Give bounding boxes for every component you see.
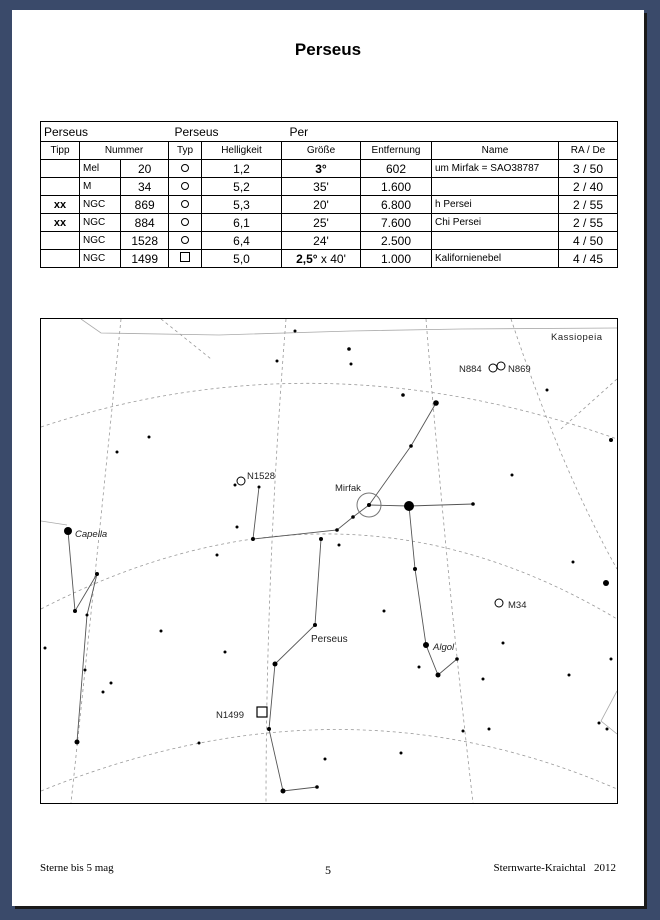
star: [610, 658, 613, 661]
size-main: 2,5°: [296, 251, 318, 266]
cell-catalog: M: [80, 178, 121, 196]
size-main: 25': [313, 215, 329, 230]
star: [546, 389, 549, 392]
col-rade: RA / De: [559, 142, 618, 160]
neighbor-constellation-label: Kassiopeia: [551, 332, 603, 343]
cell-magnitude: 6,1: [202, 214, 282, 232]
cell-number: 1499: [121, 250, 169, 268]
grid-line: [426, 319, 473, 803]
label-n1499: N1499: [216, 710, 244, 721]
cell-catalog: NGC: [80, 232, 121, 250]
cell-name: [432, 232, 559, 250]
grid-line: [41, 729, 617, 791]
page-number: 5: [325, 863, 331, 877]
grid-line: [161, 319, 211, 359]
star: [572, 561, 575, 564]
open-cluster-icon: [181, 200, 189, 208]
star: [44, 647, 47, 650]
constellation-label: Perseus: [311, 634, 348, 645]
label-n1528: N1528: [247, 471, 275, 482]
header-constellation-latin: Perseus: [41, 122, 121, 142]
cell-number: 34: [121, 178, 169, 196]
cell-tipp: [41, 232, 80, 250]
star: [383, 610, 386, 613]
star: [338, 544, 341, 547]
m34-marker: [495, 599, 503, 607]
col-typ: Typ: [169, 142, 202, 160]
cell-type: [169, 160, 202, 178]
cell-name: h Persei: [432, 196, 559, 214]
label-capella: Capella: [75, 529, 108, 540]
star: [423, 642, 429, 648]
star: [367, 503, 371, 507]
cell-size: [282, 160, 361, 178]
cell-rade: 4 / 50: [559, 232, 618, 250]
star: [400, 752, 403, 755]
star: [84, 669, 87, 672]
cell-number: 1528: [121, 232, 169, 250]
constellation-line: [68, 531, 97, 742]
footer-right: Sternwarte-Kraichtal 2012: [493, 862, 616, 874]
boundary-line: [41, 521, 67, 525]
star: [73, 609, 77, 613]
table-header-row: [41, 122, 618, 142]
cell-type: [169, 178, 202, 196]
grid-line: [41, 383, 617, 439]
label-m34: M34: [508, 600, 527, 611]
star: [436, 673, 441, 678]
star: [75, 740, 80, 745]
boundary-line: [601, 691, 617, 734]
cell-type: [169, 214, 202, 232]
star: [471, 502, 475, 506]
grid-line: [71, 319, 121, 803]
col-entfernung: Entfernung: [361, 142, 432, 160]
cell-catalog: NGC: [80, 214, 121, 232]
star: [455, 657, 459, 661]
cell-magnitude: 6,4: [202, 232, 282, 250]
cell-size: [282, 250, 361, 268]
star: [488, 728, 491, 731]
cell-distance: 1.000: [361, 250, 432, 268]
cell-magnitude: 5,3: [202, 196, 282, 214]
cell-magnitude: 5,0: [202, 250, 282, 268]
header-abbreviation: Per: [282, 122, 618, 142]
col-name: Name: [432, 142, 559, 160]
star: [148, 436, 151, 439]
cell-type: [169, 232, 202, 250]
cell-distance: 1.600: [361, 178, 432, 196]
cell-name: [432, 178, 559, 196]
cell-size: [282, 196, 361, 214]
star: [347, 347, 351, 351]
star: [413, 567, 417, 571]
boundary-line: [81, 319, 617, 335]
col-groesse: Größe: [282, 142, 361, 160]
ngc869-marker: [497, 362, 505, 370]
label-algol: Algol: [433, 642, 455, 653]
cell-tipp: xx: [41, 196, 80, 214]
col-tipp: Tipp: [41, 142, 80, 160]
object-table: [40, 121, 618, 268]
nebula-icon: [180, 252, 190, 262]
star: [110, 682, 113, 685]
label-n869: N869: [508, 364, 531, 375]
cell-distance: 7.600: [361, 214, 432, 232]
column-header-row: [41, 142, 618, 160]
star: [418, 666, 421, 669]
table-row: [41, 160, 618, 178]
star-chart: [40, 318, 618, 804]
size-main: 24': [313, 233, 329, 248]
footer-left: Sterne bis 5 mag: [40, 862, 114, 874]
page: [12, 10, 644, 906]
star: [267, 727, 271, 731]
cell-name: Kalifornienebel: [432, 250, 559, 268]
constellation-line: [253, 403, 436, 539]
star: [598, 722, 601, 725]
cell-rade: 2 / 55: [559, 214, 618, 232]
grid-line: [511, 319, 617, 569]
cell-tipp: [41, 160, 80, 178]
table-row: [41, 196, 618, 214]
star: [281, 789, 286, 794]
star: [404, 501, 414, 511]
star: [95, 572, 99, 576]
size-main: 20': [313, 197, 329, 212]
star: [313, 623, 317, 627]
label-n884: N884: [459, 364, 482, 375]
header-constellation-german: Perseus: [169, 122, 282, 142]
open-cluster-icon: [181, 182, 189, 190]
cell-tipp: xx: [41, 214, 80, 232]
cell-number: 869: [121, 196, 169, 214]
star: [482, 678, 485, 681]
cell-catalog: Mel: [80, 160, 121, 178]
ngc1499-marker: [257, 707, 267, 717]
star-chart-svg: [41, 319, 617, 803]
star: [335, 528, 339, 532]
star: [502, 642, 505, 645]
cell-number: 884: [121, 214, 169, 232]
star: [409, 444, 413, 448]
cell-distance: 602: [361, 160, 432, 178]
open-cluster-icon: [181, 164, 189, 172]
cell-type: [169, 196, 202, 214]
star: [324, 758, 327, 761]
star: [511, 474, 514, 477]
table-row: [41, 178, 618, 196]
cell-rade: 3 / 50: [559, 160, 618, 178]
star: [315, 785, 319, 789]
star: [351, 515, 355, 519]
star: [606, 728, 609, 731]
constellation-line: [369, 504, 473, 506]
cell-catalog: NGC: [80, 196, 121, 214]
table-row: [41, 214, 618, 232]
cell-size: [282, 214, 361, 232]
col-nummer: Nummer: [80, 142, 169, 160]
col-helligkeit: Helligkeit: [202, 142, 282, 160]
star: [258, 486, 261, 489]
star: [64, 527, 72, 535]
cell-catalog: NGC: [80, 250, 121, 268]
star: [236, 526, 239, 529]
open-cluster-icon: [181, 218, 189, 226]
star: [234, 484, 237, 487]
star: [160, 630, 163, 633]
ngc1528-marker: [237, 477, 245, 485]
star: [224, 651, 227, 654]
cell-tipp: [41, 178, 80, 196]
star: [276, 360, 279, 363]
cell-name: um Mirfak = SAO38787: [432, 160, 559, 178]
cell-distance: 2.500: [361, 232, 432, 250]
cell-magnitude: 5,2: [202, 178, 282, 196]
grid-line: [41, 534, 617, 619]
star: [86, 614, 89, 617]
cell-number: 20: [121, 160, 169, 178]
star: [609, 438, 613, 442]
label-mirfak: Mirfak: [335, 483, 361, 494]
star: [116, 451, 119, 454]
star: [198, 742, 201, 745]
cell-size: [282, 178, 361, 196]
star: [401, 393, 405, 397]
ngc884-marker: [489, 364, 497, 372]
cell-rade: 2 / 40: [559, 178, 618, 196]
star: [433, 400, 439, 406]
cell-rade: 4 / 45: [559, 250, 618, 268]
cell-magnitude: 1,2: [202, 160, 282, 178]
cell-rade: 2 / 55: [559, 196, 618, 214]
cell-name: Chi Persei: [432, 214, 559, 232]
star: [251, 537, 255, 541]
cell-distance: 6.800: [361, 196, 432, 214]
star: [603, 580, 609, 586]
size-main: 3°: [315, 161, 327, 176]
page-title: Perseus: [294, 40, 362, 59]
star: [102, 691, 105, 694]
size-rest: x 40': [317, 251, 346, 266]
star: [294, 330, 297, 333]
cell-size: [282, 232, 361, 250]
star: [350, 363, 353, 366]
size-main: 35': [313, 179, 329, 194]
cell-tipp: [41, 250, 80, 268]
star: [568, 674, 571, 677]
table-row: [41, 250, 618, 268]
grid-line: [561, 379, 617, 429]
cell-type: [169, 250, 202, 268]
star: [319, 537, 323, 541]
star: [273, 662, 278, 667]
table-row: [41, 232, 618, 250]
open-cluster-icon: [181, 236, 189, 244]
star: [216, 554, 219, 557]
star: [462, 730, 465, 733]
